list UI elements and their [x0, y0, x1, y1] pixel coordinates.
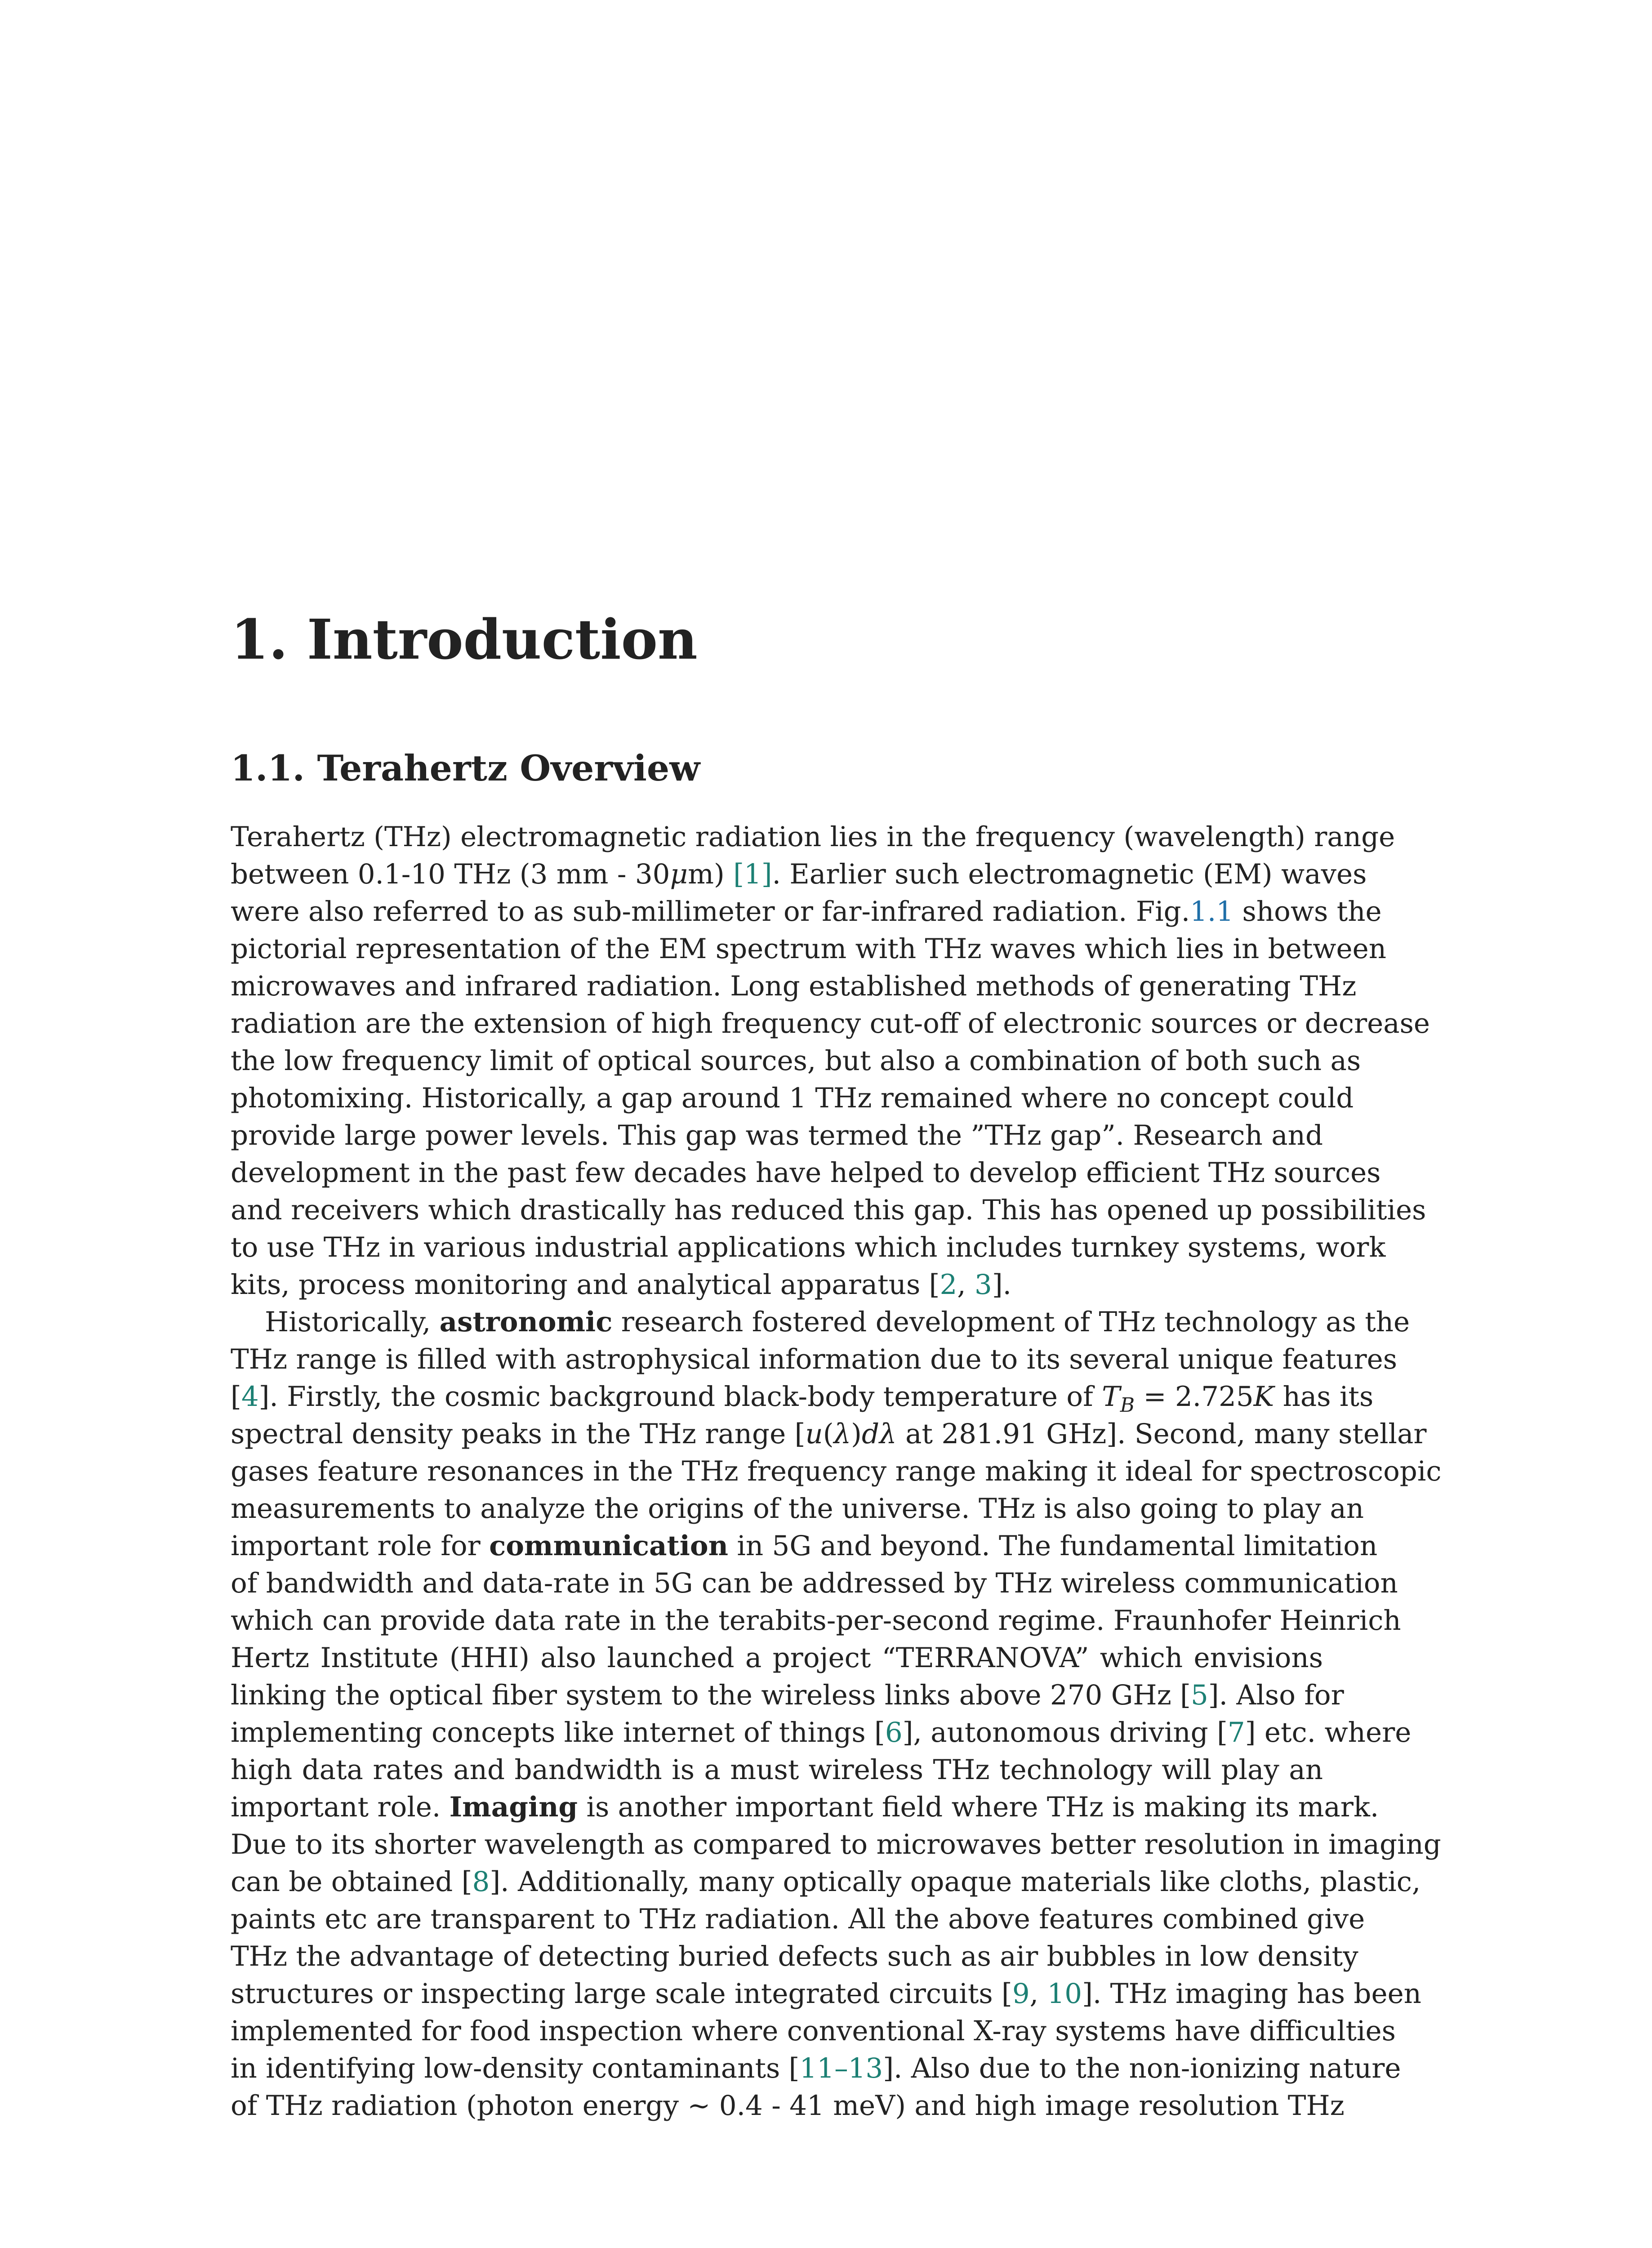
chapter-title: 1. Introduction — [231, 607, 698, 672]
text-run: m) — [688, 858, 734, 890]
text-line — [231, 2087, 1345, 2124]
text-run: between 0.1-10 THz (3 mm - 30 — [231, 858, 670, 890]
citation-link[interactable]: 8 — [472, 1866, 490, 1898]
text-line — [231, 856, 1367, 893]
text-line — [231, 1565, 1398, 1602]
citation-link[interactable]: [1] — [733, 858, 772, 890]
text-line — [231, 1229, 1386, 1266]
text-run: the low frequency limit of optical sources, but also a combination of both such as — [231, 1045, 1361, 1077]
text-line — [231, 1117, 1323, 1154]
text-run: Hertz Institute (HHI) also launched a project “TERRANOVA” which envisions — [231, 1642, 1323, 1674]
text-line — [231, 1303, 1410, 1341]
text-line — [231, 1826, 1441, 1863]
text-line — [231, 1490, 1364, 1527]
text-run: at 281.91 GHz]. Second, many stellar — [896, 1418, 1427, 1450]
text-run: development in the past few decades have helped to develop efficient THz sources — [231, 1157, 1381, 1189]
figure-link[interactable]: 1.1 — [1190, 896, 1234, 928]
text-line — [231, 1789, 1379, 1826]
text-line — [231, 1005, 1430, 1042]
text-run: Terahertz (THz) electromagnetic radiation lies in the frequency (wavelength) range — [231, 821, 1395, 853]
text-line — [231, 1042, 1361, 1079]
bold-term: Imaging — [449, 1791, 578, 1823]
text-line — [231, 1602, 1401, 1639]
text-run: of THz radiation (photon energy ~ 0.4 - 41 meV) and high image resolution THz — [231, 2090, 1345, 2122]
text-run: THz the advantage of detecting buried defects such as air bubbles in low density — [231, 1940, 1358, 1972]
bold-term: communication — [489, 1530, 728, 1562]
text-line — [231, 1266, 1323, 1303]
text-line — [231, 2050, 1401, 2087]
math-symbol: T — [1102, 1381, 1120, 1413]
text-line — [231, 2012, 1396, 2050]
text-run: linking the optical fiber system to the wireless links above 270 GHz [ — [231, 1679, 1191, 1711]
text-line — [231, 1639, 1323, 1677]
text-run: ]. Firstly, the cosmic background black-body temperature of — [258, 1381, 1102, 1413]
text-run: spectral density peaks in the THz range [ — [231, 1418, 806, 1450]
math-subscript: B — [1120, 1394, 1135, 1417]
text-run: of bandwidth and data-rate in 5G can be addressed by THz wireless communication — [231, 1567, 1398, 1599]
text-line — [231, 1341, 1398, 1378]
text-line — [231, 1900, 1365, 1938]
citation-link[interactable]: 4 — [241, 1381, 259, 1413]
text-run: ], autonomous driving [ — [902, 1717, 1228, 1748]
text-run: THz range is filled with astrophysical information due to its several unique features — [231, 1343, 1398, 1375]
text-line — [231, 1975, 1421, 2012]
text-run: , — [957, 1269, 975, 1301]
text-line — [231, 1154, 1381, 1191]
text-line — [231, 1453, 1442, 1490]
text-run: ] etc. where — [1245, 1717, 1412, 1748]
text-run: radiation are the extension of high frequency cut-off of electronic sources or decrease — [231, 1008, 1430, 1039]
text-run: , — [1029, 1978, 1047, 2010]
citation-link[interactable]: 7 — [1227, 1717, 1245, 1748]
text-run: photomixing. Historically, a gap around 1 THz remained where no concept could — [231, 1082, 1354, 1114]
text-line — [231, 893, 1382, 930]
text-run: = 2.725 — [1135, 1381, 1254, 1413]
text-run: and receivers which drastically has reduced this gap. This has opened up possibilities — [231, 1194, 1426, 1226]
text-run: measurements to analyze the origins of the universe. THz is also going to play an — [231, 1493, 1364, 1525]
text-run: [ — [231, 1381, 241, 1413]
text-run: ]. Also for — [1208, 1679, 1344, 1711]
text-run: implementing concepts like internet of things [ — [231, 1717, 885, 1748]
text-run: in 5G and beyond. The fundamental limitation — [728, 1530, 1378, 1562]
text-run: ]. Additionally, many optically opaque materials like cloths, plastic, — [490, 1866, 1421, 1898]
text-run: high data rates and bandwidth is a must wireless THz technology will play an — [231, 1754, 1323, 1786]
bold-term: astronomic — [439, 1306, 613, 1338]
math-symbol: μ — [670, 858, 688, 890]
text-line — [231, 1415, 1427, 1453]
text-run: which can provide data rate in the terabits-per-second regime. Fraunhofer Heinrich — [231, 1605, 1401, 1637]
text-run: . Earlier such electromagnetic (EM) waves — [772, 858, 1367, 890]
text-line — [231, 1079, 1354, 1117]
text-run: ]. Also due to the non-ionizing nature — [883, 2052, 1401, 2084]
text-run: ]. — [992, 1269, 1012, 1301]
text-run: shows the — [1233, 896, 1382, 928]
text-run: were also referred to as sub-millimeter or far-infrared radiation. Fig. — [231, 896, 1190, 928]
text-run: important role. — [231, 1791, 450, 1823]
text-run: to use THz in various industrial applications which includes turnkey systems, work — [231, 1231, 1386, 1263]
text-line — [231, 1677, 1344, 1714]
text-run: has its — [1274, 1381, 1374, 1413]
citation-link[interactable]: 6 — [885, 1717, 903, 1748]
text-run: provide large power levels. This gap was termed the ”THz gap”. Research and — [231, 1120, 1323, 1151]
body-text — [231, 818, 1442, 2124]
text-line — [231, 818, 1395, 856]
text-run: ]. THz imaging has been — [1082, 1978, 1421, 2010]
citation-link[interactable]: 5 — [1190, 1679, 1208, 1711]
text-run: Historically, — [265, 1306, 440, 1338]
text-line — [231, 930, 1386, 968]
citation-link[interactable]: 11–13 — [799, 2052, 883, 2084]
text-run: pictorial representation of the EM spectrum with THz waves which lies in between — [231, 933, 1386, 965]
citation-link[interactable]: 10 — [1047, 1978, 1082, 2010]
text-line — [231, 968, 1357, 1005]
text-run: microwaves and infrared radiation. Long established methods of generating THz — [231, 970, 1357, 1002]
math-symbol: K — [1253, 1381, 1274, 1413]
text-line — [231, 1527, 1378, 1565]
text-line — [231, 1378, 1374, 1417]
text-line — [231, 1938, 1358, 1975]
text-run: kits, process monitoring and analytical apparatus [ — [231, 1269, 940, 1301]
text-run: paints etc are transparent to THz radiation. All the above features combined give — [231, 1903, 1365, 1935]
text-run: structures or inspecting large scale integrated circuits [ — [231, 1978, 1012, 2010]
text-run: gases feature resonances in the THz frequency range making it ideal for spectroscopic — [231, 1455, 1442, 1487]
math-symbol: u — [805, 1418, 823, 1450]
citation-link[interactable]: 2 — [940, 1269, 957, 1301]
citation-link[interactable]: 3 — [975, 1269, 992, 1301]
text-run: ) — [851, 1418, 862, 1450]
section-title: 1.1. Terahertz Overview — [231, 747, 700, 789]
text-line — [231, 1714, 1412, 1751]
text-line — [231, 1863, 1421, 1900]
text-run: research fostered development of THz technology as the — [612, 1306, 1410, 1338]
text-run: important role for — [231, 1530, 490, 1562]
text-line — [231, 1751, 1323, 1789]
math-symbol: λ — [879, 1418, 897, 1450]
math-symbol: d — [861, 1418, 880, 1450]
text-run: is another important field where THz is making its mark. — [578, 1791, 1379, 1823]
text-run: Due to its shorter wavelength as compared to microwaves better resolution in imaging — [231, 1829, 1441, 1860]
text-run: implemented for food inspection where conventional X-ray systems have difficulties — [231, 2015, 1396, 2047]
text-run: in identifying low-density contaminants [ — [231, 2052, 800, 2084]
text-run: ( — [823, 1418, 834, 1450]
text-run: can be obtained [ — [231, 1866, 472, 1898]
text-line — [231, 1191, 1426, 1229]
citation-link[interactable]: 9 — [1012, 1978, 1030, 2010]
math-symbol: λ — [833, 1418, 851, 1450]
